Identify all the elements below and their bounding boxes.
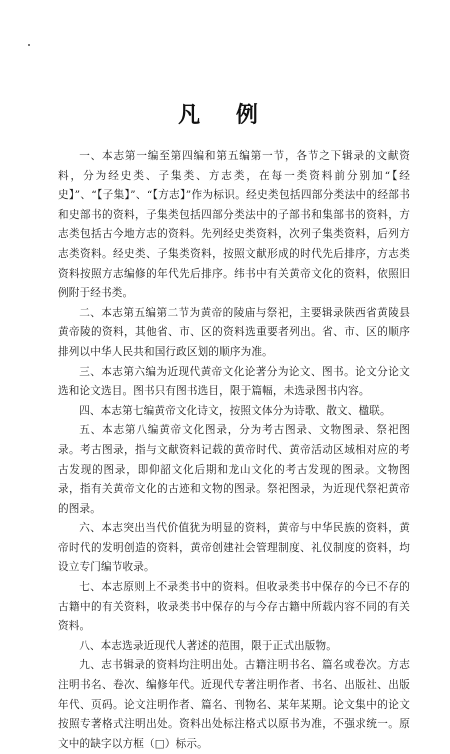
paragraph: 八、本志选录近现代人著述的范围，限于正式出版物。 bbox=[79, 639, 338, 652]
paragraph: 六、本志突出当代价值犹为明显的资料，黄帝与中华民族的资料，黄帝时代的发明创造的资料，黄帝创建社会管理制度、礼仪制度的资料，均设立专门编节收录。 bbox=[58, 522, 410, 574]
paragraph: 九、志书辑录的资料均注明出处。古籍注明书名、篇名或卷次。方志注明书名、卷次、编修年代。近现代专著注明作者、书名、出版社、出版年代、页码。论文注明作者、篇名、刊物名、某年某期。论文集中的论文按照专著格式注明出处。资料出处标注格式以原书为准，不强求统一。原文中的缺字以方框（□）标示。 bbox=[58, 659, 410, 750]
paragraph: 四、本志第七编黄帝文化诗文，按照文体分为诗歌、散文、楹联。 bbox=[79, 404, 391, 417]
paragraph: 一、本志第一编至第四编和第五编第一节，各节之下辑录的文献资料，分为经史类、子集类、方志类，在每一类资料前分别加“【经史】”、“【子集】”、“【方志】”作为标识。经史类包括四部分类法中的经部书和史部书的资料，子集类包括四部分类法中的子部书和集部书的资料，方志类包括古今地方志的资料。先列经史类资料，次列子集类资料，后列方志类资料。经史类、子集类资料，按照文献形成的时代先后排序，方志类资料按照方志编修的年代先后排序。纬书中有关黄帝文化的资料，依照旧例附于经书类。 bbox=[58, 150, 410, 300]
paragraph: 七、本志原则上不录类书中的资料。但收录类书中保存的今已不存的古籍中的有关资料，收录类书中保存的与今存古籍中所载内容不同的有关资料。 bbox=[58, 581, 410, 633]
paragraph: 五、本志第八编黄帝文化图录，分为考古图录、文物图录、祭祀图录。考古图录，指与文献资料记载的黄帝时代、黄帝活动区域相对应的考古发现的图录，即仰韶文化后期和龙山文化的考古发现的图录。文物图录，指有关黄帝文化的古迹和文物的图录。祭祀图录，为近现代祭祀黄帝的图录。 bbox=[58, 424, 410, 515]
page-title: 凡 例 bbox=[178, 103, 272, 128]
paragraph: 二、本志第五编第二节为黄帝的陵庙与祭祀，主要辑录陕西省黄陵县黄帝陵的资料，其他省、市、区的资料选重要者列出。省、市、区的顺序排列以中华人民共和国行政区划的顺序为准。 bbox=[58, 306, 410, 358]
paragraph: 三、本志第六编为近现代黄帝文化论著分为论文、图书。论文分论文选和论文选目。图书只有图书选目，限于篇幅，未选录图书内容。 bbox=[58, 365, 410, 398]
document-body bbox=[58, 147, 410, 754]
scan-speck bbox=[28, 44, 30, 46]
